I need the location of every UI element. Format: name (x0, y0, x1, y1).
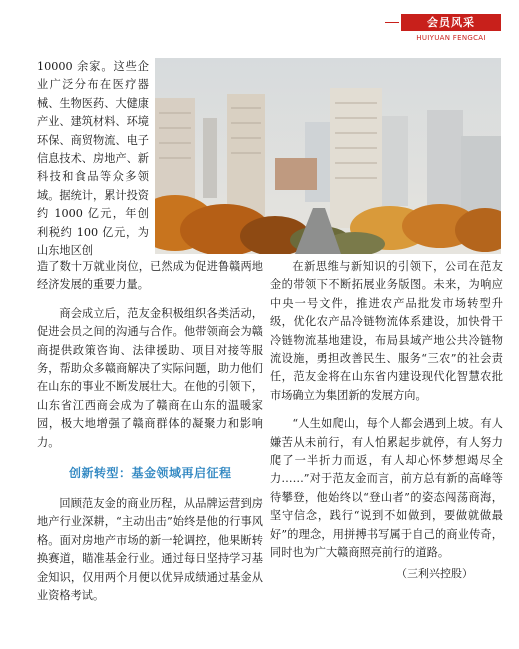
right-column (270, 258, 503, 581)
narrow-column (37, 58, 149, 260)
paragraph-narrow: 10000 余家。这些企业广泛分布在医疗器械、生物医药、大健康产业、建筑材料、环境环保、商贸物流、电子信息技术、房地产、新科技和食品等众多领域。据统计，累计投资约 1000 亿元，年创利税约 100 亿元，为山东地区创 (37, 60, 149, 258)
column-pinyin: HUIYUAN FENGCAI (416, 34, 486, 42)
signature: （三利兴控股） (396, 566, 473, 580)
paragraph-continuation: 造了数十万就业岗位，已然成为促进鲁赣两地经济发展的重要力量。 (37, 260, 263, 292)
paragraph-review: 回顾范友金的商业历程，从品牌运营到房地产行业深耕，“主动出击”始终是他的行事风格。面对房地产市场的新一轮调控，他果断转换赛道，瞄准基金行业。通过每日坚持学习基金知识，仅用两个月便以优异成绩通过基金从业资格考试。 (37, 497, 263, 603)
paragraph-future: 在新思维与新知识的引领下，公司在范友金的带领下不断拓展业务版图。未来，为响应中央一号文件，推进农产品批发市场转型升级，优化农产品冷链物流体系建设，加快骨干冷链物流基地建设，布局县域产地公共冷链物流设施，勇担改善民生、服务“三农”的社会责任，范友金将在山东省内建设现代化智慧农批市场确立为集团新的发展方向。 (270, 260, 503, 402)
header-rule (385, 22, 399, 23)
paragraph-mountain: “人生如爬山，每个人都会遇到上坡。有人嫌苦从未前行，有人怕累起步就停，有人努力爬了一半折力而返，有人却心怀梦想竭尽全力……”对于范友金而言，前方总有新的高峰等待攀登，他始终以“登山者”的姿态闯荡商海，坚守信念，践行“说到不如做到，要做就做最好”的理念，用拼搏书写属于自己的商业传奇，同时也为广大赣商照亮前行的道路。 (270, 417, 503, 560)
section-title: 创新转型：基金领域再启征程 (69, 466, 232, 481)
left-column (37, 258, 263, 606)
column-name: 会员风采 (401, 14, 501, 31)
city-photo (155, 58, 501, 254)
column-header (385, 14, 501, 44)
paragraph-chamber: 商会成立后，范友金积极组织各类活动，促进会员之间的沟通与合作。他带领商会为赣商提供政策咨询、法律援助、项目对接等服务，帮助众多赣商解决了实际问题，助力他们在山东的事业不断发展壮大。在他的引领下，山东省江西商会成为了赣商在山东的温暖家园，极大地增强了赣商群体的凝聚力和影响力。 (37, 306, 263, 449)
